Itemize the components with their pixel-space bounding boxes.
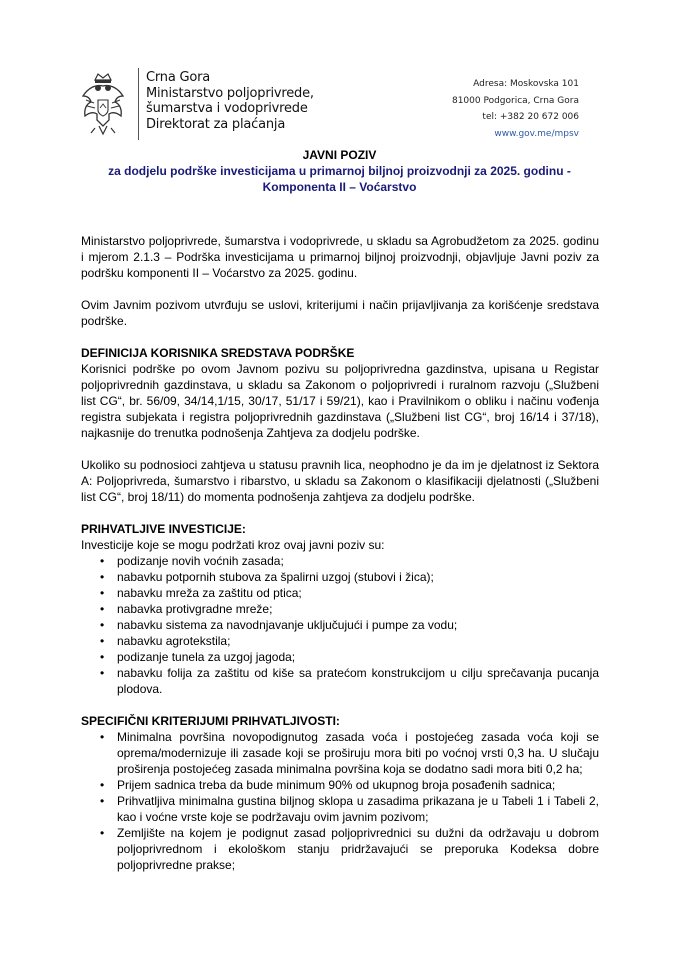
list-item: • podizanje novih voćnih zasada; (81, 553, 599, 569)
list-item: • nabavku mreža za zaštitu od ptica; (81, 585, 599, 601)
title-main: JAVNI POZIV (302, 148, 377, 162)
list-item: • Prijem sadnica treba da bude minimum 90% od ukupnog broja posađenih sadnica; (81, 777, 599, 793)
address-street: Adresa: Moskovska 101 (473, 79, 579, 89)
montenegro-coat-of-arms-icon (78, 70, 128, 140)
specific-criteria-heading: SPECIFIČNI KRITERIJUMI PRIHVATLJIVOSTI: (81, 714, 340, 728)
directorate-name: Direktorat za plaćanja (146, 116, 286, 132)
ministry-name-line1: Ministarstvo poljoprivrede, (146, 85, 314, 101)
ministry-block (146, 70, 314, 132)
document-body (81, 233, 599, 889)
list-item: • Minimalna površina novopodignutog zasada voća i postojećeg zasada voća koji se oprema/modernizuje ili zasade koji se proširuju mora biti po voćnoj vrsti 0,3 ha. U slučaju proširenja postojećeg zasada minimalna površina koja se dodatno sadi mora biti 0,2 ha; (81, 729, 599, 777)
eligible-investments-list (81, 553, 599, 697)
website-link[interactable]: www.gov.me/mpsv (494, 128, 579, 139)
title-line2: za dodjelu podrške investicijama u primarnoj biljnoj proizvodnji za 2025. godinu - (108, 164, 571, 178)
list-item: • nabavku folija za zaštitu od kiše sa pratećom konstrukcijom u cilju sprečavanja pucanja plodova. (81, 665, 599, 697)
eligible-investments-heading: PRIHVATLJIVE INVESTICIJE: (81, 522, 246, 536)
title-line3: Komponenta II – Voćarstvo (262, 180, 417, 194)
beneficiaries-heading: DEFINICIJA KORISNIKA SREDSTAVA PODRŠKE (81, 346, 355, 360)
country-name: Crna Gora (146, 70, 211, 85)
list-item: • nabavka protivgradne mreže; (81, 601, 599, 617)
list-item: • nabavku potpornih stubova za špalirni uzgoj (stubovi i žica); (81, 569, 599, 585)
list-item: • nabavku agrotekstila; (81, 633, 599, 649)
address-city: 81000 Podgorica, Crna Gora (451, 95, 579, 106)
address-block (452, 76, 579, 142)
header-divider (138, 68, 139, 140)
address-phone: tel: +382 20 672 006 (482, 112, 579, 122)
list-item: • nabavku sistema za navodnjavanje uključujući i pumpe za vodu; (81, 617, 599, 633)
beneficiaries-paragraph-1: Korisnici podrške po ovom Javnom pozivu su poljoprivredna gazdinstva, upisana u Registar poljoprivrednih gazdinstava, u skladu sa Zakonom o poljoprivredi i ruralnom razvoju („Službeni list CG“, br. 56/09, 34/14,1/15, 30/17, 51/17 i 59/21), kao i Pravilnikom o obliku i načinu vođenja registra subjekata i registra poljoprivrednih gazdinstava („Službeni list CG“, broj 16/14 i 37/18), najkasnije do trenutka podnošenja Zahtjeva za dodjelu podrške. (81, 362, 599, 440)
list-item: • Zemljište na kojem je podignut zasad poljoprivrednici su dužni da održavaju u dobrom poljoprivrednom i ekološkom stanju pridržavajući se preporuka Kodeksa dobre poljoprivredne prakse; (81, 825, 599, 873)
document-title (0, 147, 679, 195)
specific-criteria-list (81, 729, 599, 873)
list-item: • podizanje tunela za uzgoj jagoda; (81, 649, 599, 665)
beneficiaries-paragraph-2: Ukoliko su podnosioci zahtjeva u statusu pravnih lica, neophodno je da im je djelatnost iz Sektora A: Poljoprivreda, šumarstvo i ribarstvo, u skladu sa Zakonom o klasifikaciji djelatnosti („Službeni list CG“, broj 18/11) do momenta podnošenja zahtjeva za dodjelu podrške. (81, 458, 599, 504)
ministry-name-line2: šumarstva i vodoprivrede (146, 101, 308, 116)
intro-paragraph-2: Ovim Javnim pozivom utvrđuju se uslovi, kriterijumi i način prijavljivanja za korišćenje sredstava podrške. (81, 298, 599, 328)
list-item: • Prihvatljiva minimalna gustina biljnog sklopa u zasadima prikazana je u Tabeli 1 i Tabeli 2, kao i voćne vrste koje se podržavaju ovim javnim pozivom; (81, 793, 599, 825)
eligible-investments-intro: Investicije koje se mogu podržati kroz ovaj javni poziv su: (81, 538, 385, 552)
intro-paragraph-1: Ministarstvo poljoprivrede, šumarstva i vodoprivrede, u skladu sa Agrobudžetom za 2025. godinu i mjerom 2.1.3 – Podrška investicijama u primarnoj biljnoj proizvodnji, objavljuje Javni poziv za podršku komponenti II – Voćarstvo za 2025. godinu. (81, 234, 599, 280)
